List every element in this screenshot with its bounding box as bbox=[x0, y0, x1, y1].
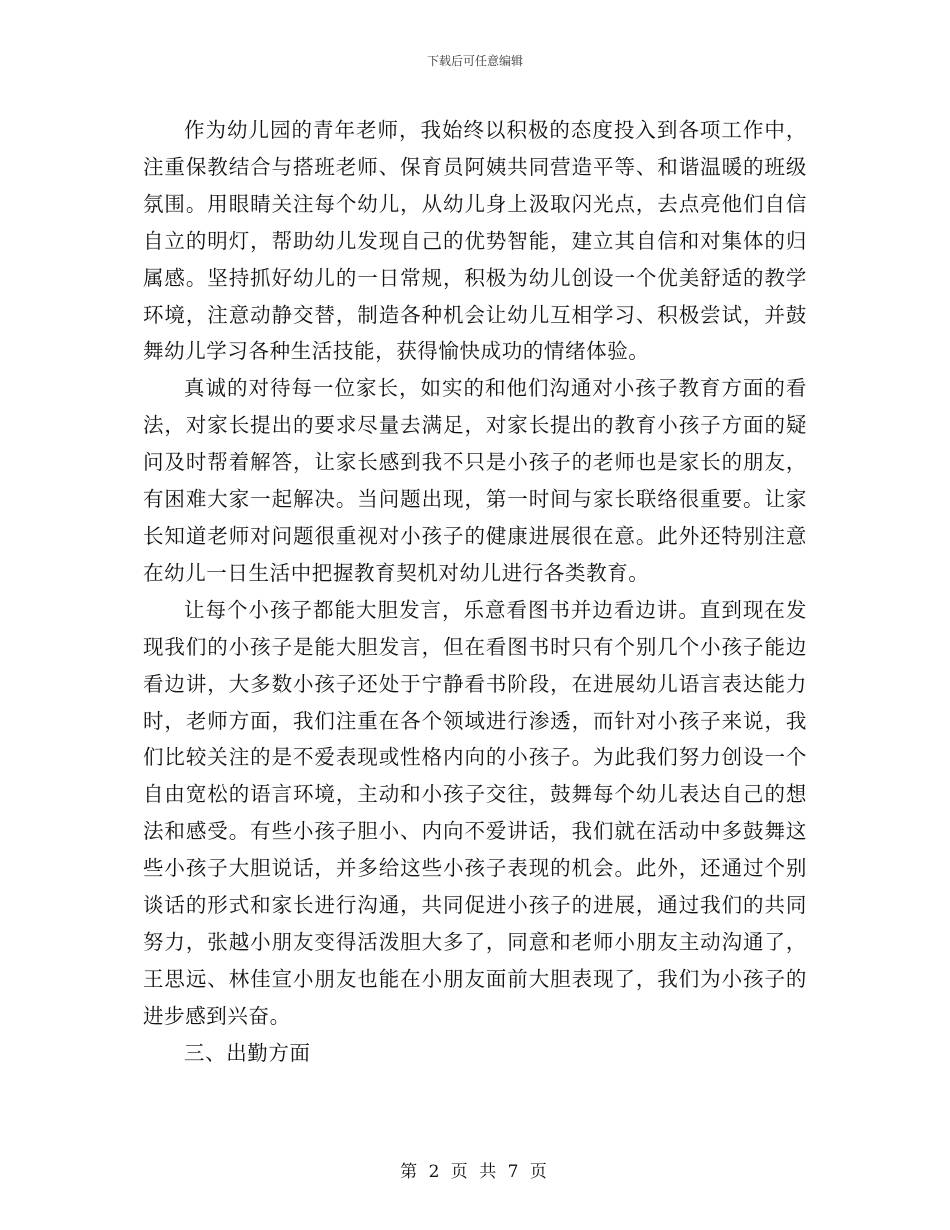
page-number-footer: 第 2 页 共 7 页 bbox=[400, 1162, 550, 1182]
paragraph-language: 让每个小孩子都能大胆发言，乐意看图书并边看边讲。直到现在发现我们的小孩子是能大胆发言，但在看图书时只有个别几个小孩子能边看边讲，大多数小孩子还处于宁静看书阶段，在进展幼儿语言表达能力时，老师方面，我们注重在各个领域进行渗透，而针对小孩子来说，我们比较关注的是不爱表现或性格内向的小孩子。为此我们努力创设一个自由宽松的语言环境，主动和小孩子交往，鼓舞每个幼儿表达自己的想法和感受。有些小孩子胆小、内向不爱讲话，我们就在活动中多鼓舞这些小孩子大胆说话，并多给这些小孩子表现的机会。此外，还通过个别谈话的形式和家长进行沟通，共同促进小孩子的进展，通过我们的共同努力，张越小朋友变得活泼胆大多了，同意和老师小朋友主动沟通了，王思远、林佳宣小朋友也能在小朋友面前大胆表现了，我们为小孩子的进步感到兴奋。 bbox=[143, 597, 807, 1028]
page-header: 下载后可任意编辑 bbox=[426, 54, 523, 68]
paragraph-teaching: 作为幼儿园的青年老师，我始终以积极的态度投入到各项工作中，注重保教结合与搭班老师、保育员阿姨共同营造平等、和谐温暖的班级氛围。用眼睛关注每个幼儿，从幼儿身上汲取闪光点，去点亮他们自信自立的明灯，帮助幼儿发现自己的优势智能，建立其自信和对集体的归属感。坚持抓好幼儿的一日常规，积极为幼儿创设一个优美舒适的教学环境，注意动静交替，制造各种机会让幼儿互相学习、积极尝试，并鼓舞幼儿学习各种生活技能，获得愉快成功的情绪体验。 bbox=[143, 118, 807, 364]
document-body bbox=[143, 112, 807, 1072]
section-heading-attendance: 三、出勤方面 bbox=[184, 1040, 311, 1065]
paragraph-parents: 真诚的对待每一位家长，如实的和他们沟通对小孩子教育方面的看法，对家长提出的要求尽量去满足，对家长提出的教育小孩子方面的疑问及时帮着解答，让家长感到我不只是小孩子的老师也是家长的朋友，有困难大家一起解决。当问题出现，第一时间与家长联络很重要。让家长知道老师对问题很重视对小孩子的健康进展很在意。此外还特别注意在幼儿一日生活中把握教育契机对幼儿进行各类教育。 bbox=[143, 376, 807, 585]
